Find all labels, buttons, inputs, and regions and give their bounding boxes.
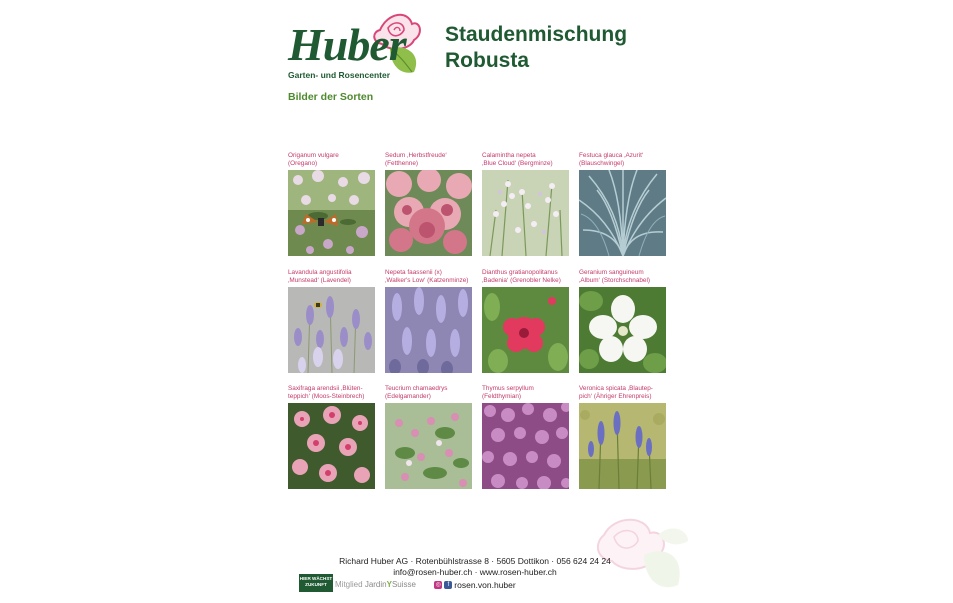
plant-common-name: ‚Munstead‘ (Lavendel) [288, 277, 351, 284]
huber-logo [288, 12, 428, 84]
plant-card [579, 385, 667, 489]
footer-contact: info@rosen-huber.ch · www.rosen-huber.ch [393, 567, 557, 577]
footer-address: Richard Huber AG · Rotenbühlstrasse 8 · 5605 Dottikon · 056 624 24 24 [339, 556, 611, 566]
plant-common-name: (Oregano) [288, 160, 318, 167]
plant-card [288, 152, 376, 256]
nepeta-photo [385, 287, 472, 373]
plant-name: Teucrium chamaedrys [385, 385, 448, 392]
member-brand-y: Y [386, 580, 392, 589]
page-title [445, 22, 627, 74]
plant-card [579, 152, 667, 256]
title-line-1: Staudenmischung [445, 23, 628, 46]
plant-common-name: ‚Badenia‘ (Grenobler Nelke) [482, 277, 561, 284]
plant-common-name: (Blauschwingel) [579, 160, 625, 167]
festuca-photo [579, 170, 666, 256]
member-prefix: Mitglied [335, 580, 363, 589]
plant-card [385, 269, 473, 373]
plant-card [288, 269, 376, 373]
thymus-photo [482, 403, 569, 489]
plant-name: Origanum vulgare [288, 152, 339, 159]
plant-name: Saxifraga arendsii ‚Blüten- [288, 385, 363, 392]
plant-name: Thymus serpyllum [482, 385, 534, 392]
dianthus-photo [482, 287, 569, 373]
plant-name: Veronica spicata ‚Blautep- [579, 385, 653, 392]
social-handle[interactable]: rosen.von.huber [454, 579, 516, 590]
logo-tagline: Garten- und Rosencenter [288, 70, 391, 80]
plant-card [385, 152, 473, 256]
plant-common-name: (Edelgamander) [385, 393, 431, 400]
badge-line-1: HIER WÄCHST [299, 576, 333, 581]
calamintha-photo [482, 170, 569, 256]
plant-common-name: (Feldthymian) [482, 393, 522, 400]
plant-name: Calamintha nepeta [482, 152, 536, 159]
plant-common-name: teppich‘ (Moos-Steinbrech) [288, 393, 365, 400]
title-line-2: Robusta [445, 49, 529, 72]
plant-name: Lavandula angustifolia [288, 269, 352, 276]
plant-card [288, 385, 376, 489]
plant-card [579, 269, 667, 373]
veronica-photo [579, 403, 666, 489]
plant-card [482, 385, 570, 489]
plant-card [385, 385, 473, 489]
plant-common-name: ‚Walker's Low‘ (Katzenminze) [385, 277, 469, 284]
jardin-suisse-membership [335, 580, 416, 589]
plant-name: Nepeta faassenii (x) [385, 269, 442, 276]
plant-card [482, 152, 570, 256]
badge-line-2: ZUKUNFT [305, 582, 327, 587]
plant-name: Sedum ‚Herbstfreude‘ [385, 152, 447, 159]
sedum-photo [385, 170, 472, 256]
member-brand-b: Suisse [391, 580, 416, 589]
logo-wordmark: Huber [288, 19, 406, 70]
facebook-icon[interactable]: f [444, 581, 452, 589]
teucrium-photo [385, 403, 472, 489]
section-subtitle: Bilder der Sorten [288, 91, 374, 103]
zukunft-badge [299, 574, 333, 592]
saxifraga-photo [288, 403, 375, 489]
plant-name: Festuca glauca ‚Azurit‘ [579, 152, 644, 159]
geranium-photo [579, 287, 666, 373]
oregano-photo [288, 170, 375, 256]
lavender-photo [288, 287, 375, 373]
plant-name: Geranium sanguineum [579, 269, 644, 276]
plant-common-name: pich‘ (Ähriger Ehrenpreis) [579, 393, 652, 400]
plant-common-name: (Fetthenne) [385, 160, 419, 167]
plant-common-name: ‚Blue Cloud‘ (Bergminze) [482, 160, 553, 167]
plant-name: Dianthus gratianopolitanus [482, 269, 558, 276]
instagram-icon[interactable]: ◎ [435, 582, 441, 588]
social-links[interactable] [434, 580, 515, 591]
member-brand-a: Jardin [364, 580, 387, 589]
plant-common-name: ‚Album‘ (Storchschnabel) [579, 277, 651, 284]
plant-card [482, 269, 570, 373]
